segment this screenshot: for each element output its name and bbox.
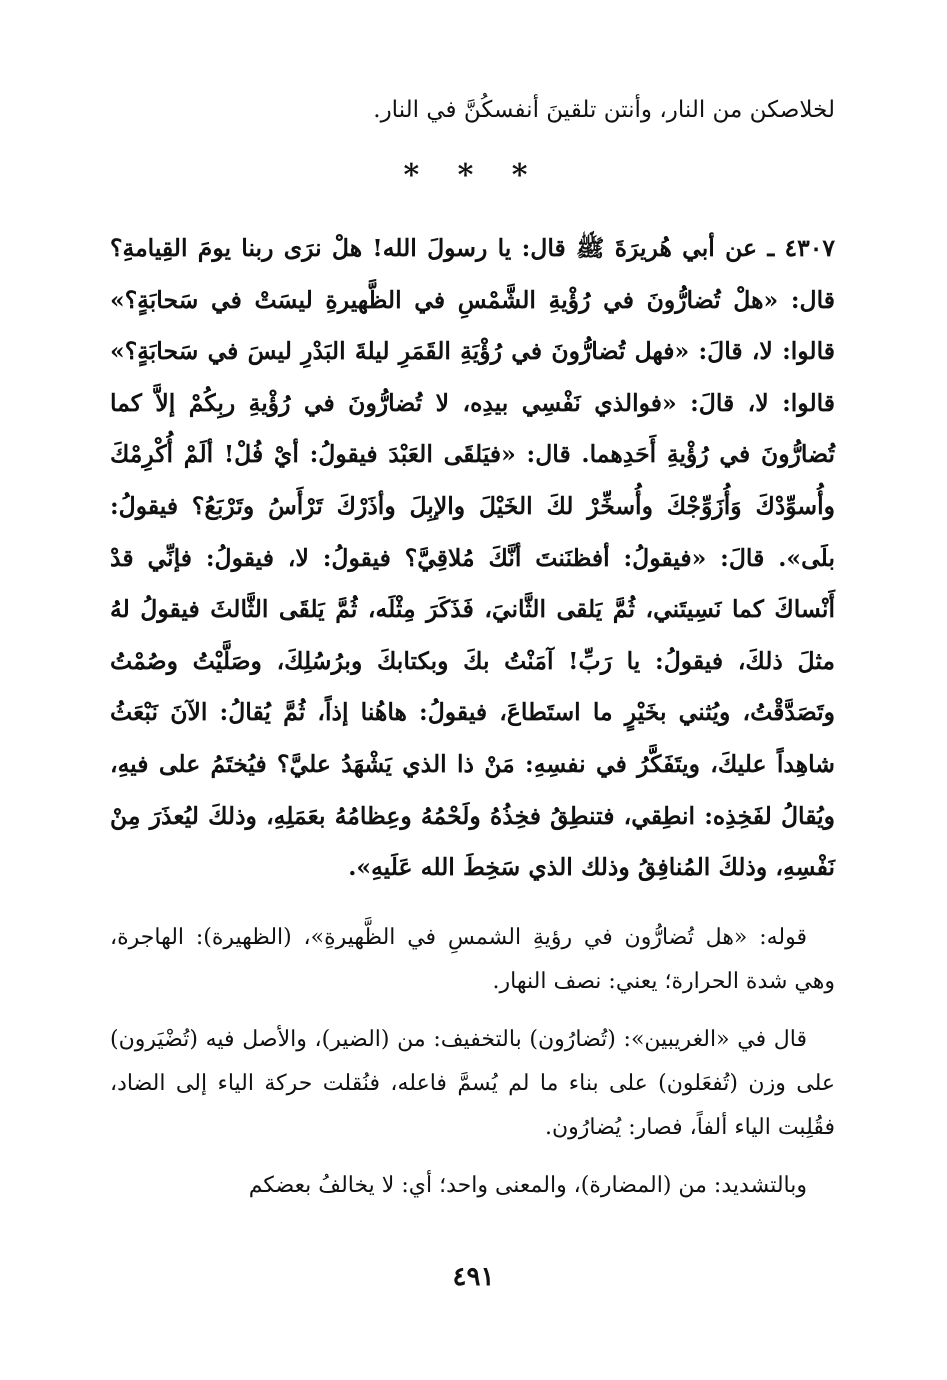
commentary-paragraph-1: قوله: «هل تُضارُّون في رؤيةِ الشمسِ في الظَّهيرةِ»، (الظهيرة): الهاجرة، وهي شدة الحرارة؛ يعني: نصف النهار. bbox=[110, 924, 835, 994]
page-body bbox=[110, 90, 835, 1208]
continuation-line: لخلاصكن من النار، وأنتن تلقينَ أنفسكُنَّ في النار. bbox=[373, 97, 835, 123]
hadith-block bbox=[110, 223, 835, 894]
hadith-text: ٤٣٠٧ ـ عن أبي هُريرَةَ ﷺ قال: يا رسولَ الله! هلْ نرَى ربنا يومَ القِيامةِ؟ قال: «هلْ تُضارُّونَ في رُؤْيةِ الشَّمْسِ في الظَّهيرةِ ليسَتْ في سَحابَةٍ؟» قالوا: لا، قالَ: «فهل تُضارُّونَ في رُؤْيَةِ القَمَرِ ليلةَ البَدْرِ ليسَ في سَحابَةٍ؟» قالوا: لا، قالَ: «فوالذي نَفْسِي بيدِه، لا تُضارُّونَ في رُؤْيةِ ربِكُمْ إلاَّ كما تُضارُّونَ في رُؤْيةِ أَحَدِهما. قال: «فيَلقَى العَبْدَ فيقولُ: أيْ فُلْ! ألَمْ أُكْرِمْكَ وأُسوِّدْكَ وَأُزَوِّجْكَ وأُسخِّرْ لكَ الخَيْلَ والإبِلَ وأذَرْكَ تَرْأَسُ وتَرْبَعُ؟ فيقولُ: بلَى». قالَ: «فيقولُ: أفظنَنتَ أنَّكَ مُلاقِيَّ؟ فيقولُ: لا، فيقولُ: فإنِّي قدْ أَنْساكَ كما نَسِيتَني، ثُمَّ يَلقى الثَّانيَ، فَذَكَرَ مِثْلَه، ثُمَّ يَلقَى الثَّالثَ فيقولُ لهُ مثلَ ذلكَ، فيقولُ: يا رَبِّ! آمَنْتُ بكَ وبكتابكَ وبرُسُلِكَ، وصَلَّيْتُ وصُمْتُ وتَصَدَّقْتُ، ويُثني بخَيْرٍ ما استَطاعَ، فيقولُ: هاهُنا إذاً، ثُمَّ يُقالُ: الآنَ نَبْعَثُ شاهِداً عليكَ، ويتَفَكَّرُ في نفسِهِ: مَنْ ذا الذي يَشْهَدُ عليَّ؟ فيُختَمُ على فيهِ، ويُقالُ لفَخِذِه: انطِقي، فتنطِقُ فخِذُهُ ولَحْمُهُ وعِظامُهُ بعَمَلِهِ، وذلكَ ليُعذَرَ مِنْ نَفْسِهِ، وذلكَ المُنافِقُ وذلك الذي سَخِطَ الله عَلَيهِ». bbox=[110, 234, 835, 882]
commentary-paragraph-2: قال في «الغريبين»: (تُضارُون) بالتخفيف: من (الضير)، والأصل فيه (تُضْيَرون) على وزن (تُفعَلون) على بناء ما لم يُسمَّ فاعله، فنُقلت حركة الياء إلى الضاد، فقُلِبت الياء ألفاً، فصار: يُضارُون. bbox=[110, 1026, 835, 1140]
commentary-paragraph-3: وبالتشديد: من (المضارة)، والمعنى واحد؛ أي: لا يخالفُ بعضكم bbox=[248, 1172, 807, 1198]
section-separator: * * * bbox=[403, 158, 542, 193]
page-number: ٤٩١ bbox=[452, 1262, 495, 1292]
commentary-block bbox=[110, 916, 835, 1208]
